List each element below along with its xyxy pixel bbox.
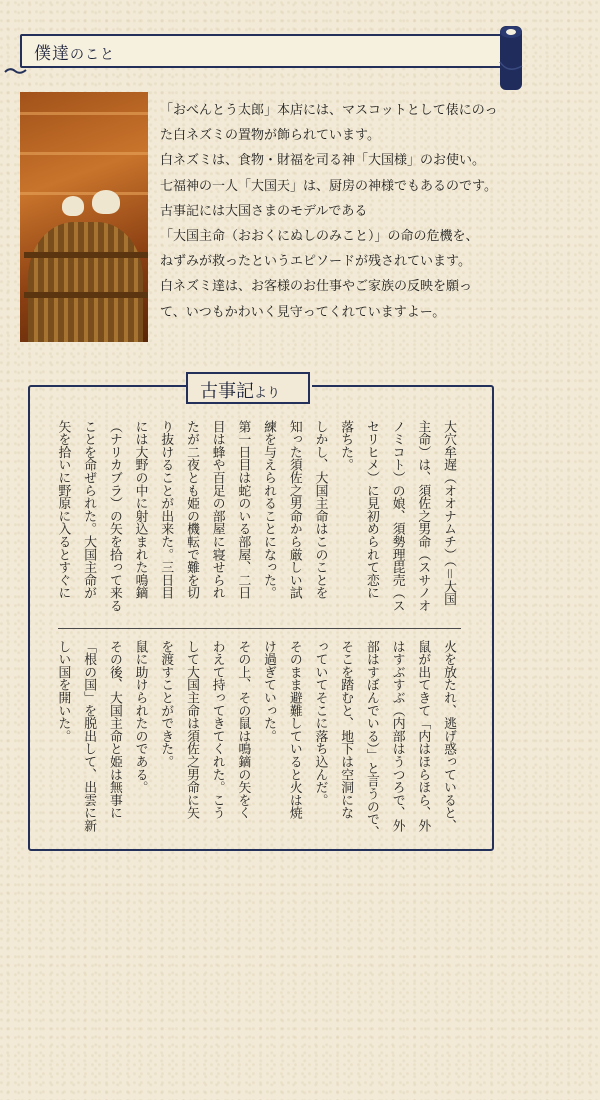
intro-line: 白ネズミ達は、お客様のお仕事やご家族の反映を願っ xyxy=(160,279,473,295)
story-line: 鼠に助けられたのである。 xyxy=(132,640,148,794)
story-line: わえて持ってきてくれた。こう xyxy=(209,640,225,820)
straw-bale-shape xyxy=(28,222,143,342)
intro-line: 七福神の一人「大国天」は、厨房の神様でもあるのです。 xyxy=(160,178,497,194)
story-line: を渡すことができた。 xyxy=(158,640,174,768)
story-line: っていてそこに落ち込んだ。 xyxy=(312,640,328,807)
story-line: （ナリカブラ）の矢を拾って来る xyxy=(106,420,122,612)
section-header xyxy=(0,18,560,78)
kojiki-title-main: 古事記 xyxy=(200,381,254,402)
white-mouse-figure xyxy=(62,196,84,216)
page-title-suffix: のこと xyxy=(70,47,115,63)
story-line: はすぶすぶ（内部はうつろで、外 xyxy=(389,640,405,832)
story-line: たが二夜とも姫の機転で難を切 xyxy=(183,420,199,600)
story-line: して大国主命は須佐之男命に矢 xyxy=(183,640,199,820)
intro-line: て、いつもかわいく見守ってくれていますよー。 xyxy=(160,304,446,320)
story-line: 「根の国」を脱出して、出雲に新 xyxy=(81,640,97,832)
story-line: セリヒメ）に見初められて恋に xyxy=(363,420,379,600)
story-line: には大野の中に射込まれた鳴鏑 xyxy=(132,420,148,600)
story-line: り抜けることが出来た。三日目 xyxy=(158,420,174,600)
kojiki-heading xyxy=(186,368,312,404)
story-line: そのまま避難していると火は焼 xyxy=(286,640,302,820)
kojiki-title-suffix: より xyxy=(254,386,281,401)
page-title xyxy=(34,39,115,64)
story-line: その上、その鼠は鳴鏑の矢をく xyxy=(235,640,251,820)
story-line: 目は蜂や百足の部屋に寝せられ xyxy=(209,420,225,600)
kojiki-story-part1 xyxy=(55,420,461,620)
story-line: 練を与えられることになった。 xyxy=(261,420,277,600)
story-line: ことを命ぜられた。大国主命が xyxy=(81,420,97,600)
intro-line: た白ネズミの置物が飾られています。 xyxy=(160,128,380,144)
story-line: 主命）は、須佐之男命（スサノオ xyxy=(415,420,431,612)
kojiki-story-part2 xyxy=(55,640,461,839)
intro-text xyxy=(160,98,590,325)
intro-line: 「おべんとう太郎」本店には、マスコットとして俵にのっ xyxy=(160,103,498,118)
white-mouse-figure xyxy=(92,190,120,214)
story-line: ノミコト）の娘、須勢理毘売（ス xyxy=(389,420,405,612)
page-title-main: 僕達 xyxy=(34,44,70,64)
intro-line: 白ネズミは、食物・財福を司る神「大国様」のお使い。 xyxy=(160,153,486,169)
intro-line: 古事記には大国さまのモデルである xyxy=(160,203,368,219)
intro-line: 「大国主命（おおくにぬしのみこと）」の命の危機を、 xyxy=(160,229,479,245)
story-line: 火を放たれ、逃げ惑っていると、 xyxy=(441,640,456,832)
intro-line: ねずみが救ったというエピソードが残されています。 xyxy=(160,254,471,270)
scroll-roll-decoration xyxy=(494,22,526,94)
story-line: 鼠が出てきて「内はほらほら、外 xyxy=(415,640,431,832)
story-line: 落ちた。 xyxy=(338,420,354,472)
story-line: 大穴牟遅（オオナムチ）（＝大国 xyxy=(441,420,456,606)
story-line: しい国を開いた。 xyxy=(55,640,71,743)
story-line: 部はすぼんでいる）」と言うので、 xyxy=(363,640,379,839)
kojiki-title xyxy=(200,377,280,403)
story-divider xyxy=(58,628,461,629)
story-line: そこを踏むと、地下は空洞にな xyxy=(338,640,354,820)
story-line: 矢を拾いに野原に入るとすぐに xyxy=(55,420,71,600)
story-line: 第一日目は蛇のいる部屋、二日 xyxy=(235,420,251,600)
story-line: その後、大国主命と姫は無事に xyxy=(106,640,122,820)
story-line: しかし、大国主命はこのことを xyxy=(312,420,328,600)
story-line: 知った須佐之男命から厳しい試 xyxy=(286,420,302,600)
story-line: け過ぎていった。 xyxy=(261,640,277,743)
mascot-mouse-photo xyxy=(20,92,148,342)
